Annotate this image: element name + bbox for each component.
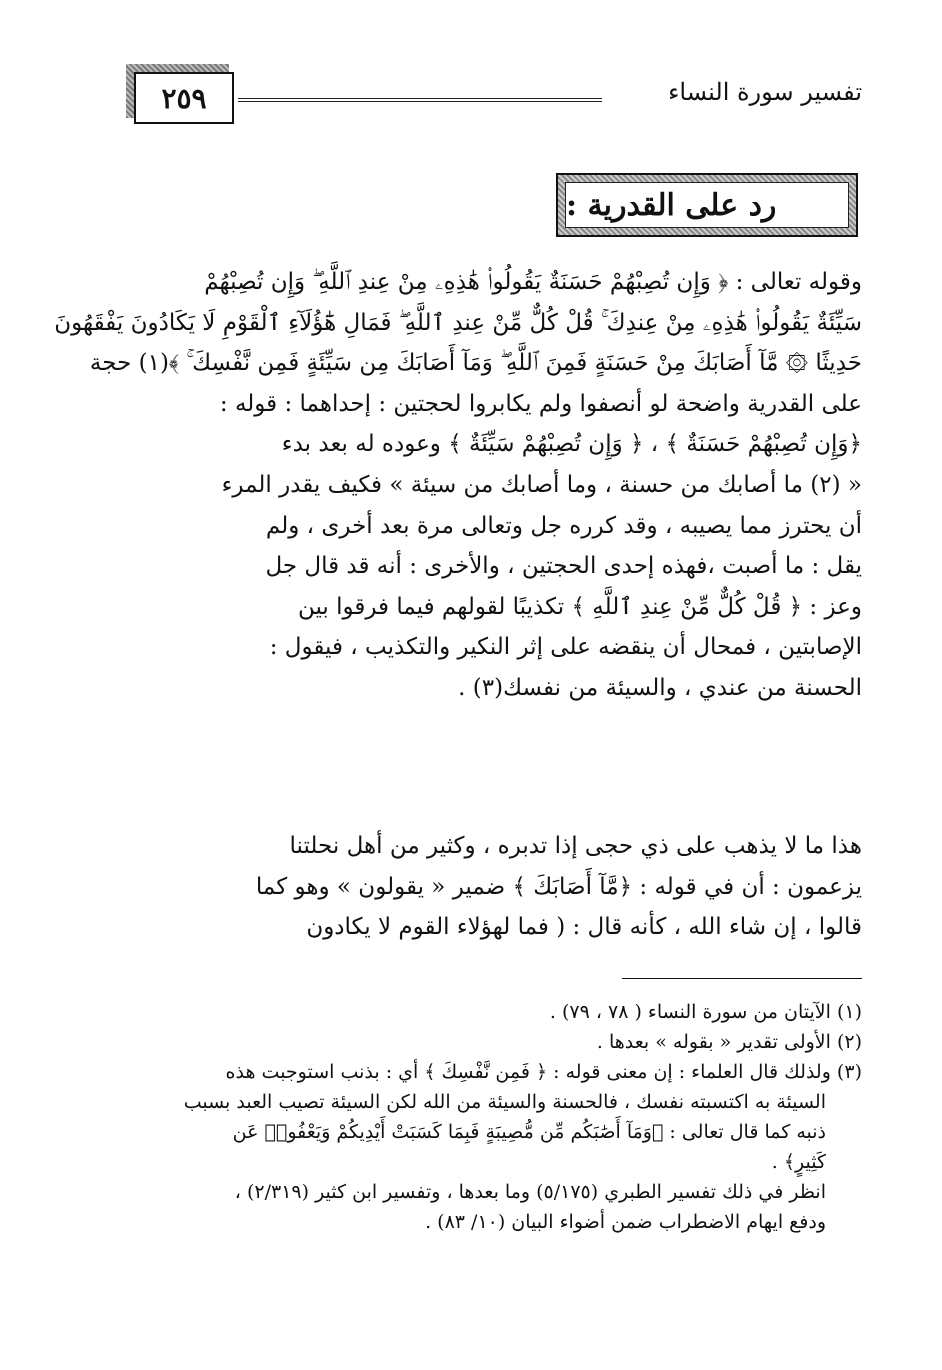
footnote-3: (٣) ولذلك قال العلماء : إن معنى قوله : ﴿ فَمِن نَّفْسِكَ ﴾ أي : بذنب استوجبت هذه — [225, 1061, 862, 1083]
footnotes — [120, 997, 862, 1237]
footnote-1: (١) الآيتان من سورة النساء ( ٧٨ ، ٧٩) . — [549, 1001, 862, 1023]
text-line: سَيِّئَةٌ يَقُولُوا۟ هَٰذِهِۦ مِنْ عِندِكَ ۚ قُلْ كُلٌّ مِّنْ عِندِ ٱللَّهِ ۖ فَمَالِ هَٰٓؤُلَآءِ ٱلْقَوْمِ لَا يَكَادُونَ يَفْقَهُونَ — [54, 309, 862, 336]
text-line: « (٢) ما أصابك من حسنة ، وما أصابك من سيئة » فكيف يقدر المرء — [221, 471, 862, 498]
text-line: وقوله تعالى : ﴿ وَإِن تُصِبْهُمْ حَسَنَةٌ يَقُولُوا۟ هَٰذِهِۦ مِنْ عِندِ ٱللَّهِ ۖ وَإِن تُصِبْهُمْ — [204, 269, 862, 295]
section-heading-frame — [556, 173, 858, 237]
footnote-3-line: كَثِيرٍ﴾ . — [771, 1151, 826, 1173]
paragraph-1 — [54, 262, 862, 709]
text-line: يقل : ما أصبت ،فهذه إحدى الحجتين ، والأخرى : أنه قد قال جل — [265, 553, 862, 580]
text-line: الحسنة من عندي ، والسيئة من نفسك(٣) . — [458, 674, 862, 701]
footnote-3-line: السيئة به اكتسبته نفسك ، فالحسنة والسيئة من الله لكن السيئة تصيب العبد بسبب — [183, 1091, 826, 1113]
header-rule — [238, 98, 602, 102]
footnote-2: (٢) الأولى تقدير « بقوله » بعدها . — [596, 1031, 862, 1053]
footnote-3-reference: انظر في ذلك تفسير الطبري (٥/١٧٥) وما بعدها ، وتفسير ابن كثير (٢/٣١٩) ، — [234, 1181, 826, 1203]
page-number: ٢٥٩ — [134, 72, 234, 124]
text-line: يزعمون : أن في قوله : ﴿مَّآ أَصَابَكَ ﴾ ضمير « يقولون » وهو كما — [255, 873, 862, 900]
text-line: أن يحترز مما يصيبه ، وقد كرره جل وتعالى مرة بعد أخرى ، ولم — [265, 512, 862, 539]
text-line: الإصابتين ، فمحال أن ينقضه على إثر النكير والتكذيب ، فيقول : — [269, 634, 862, 661]
running-header-title: تفسير سورة النساء — [668, 78, 862, 106]
paragraph-2 — [120, 826, 862, 948]
footnote-separator — [622, 978, 862, 979]
text-line: حَدِيثًا ۞ مَّآ أَصَابَكَ مِنْ حَسَنَةٍ فَمِنَ ٱللَّهِ ۖ وَمَآ أَصَابَكَ مِن سَيِّئَةٍ فَمِن نَّفْسِكَ ۚ ﴾(١) حجة — [89, 350, 862, 377]
section-heading: رد على القدرية : — [565, 182, 849, 228]
footnote-3-reference: ودفع ايهام الاضطراب ضمن أضواء البيان (١٠/ ٨٣) . — [425, 1211, 826, 1233]
text-line: على القدرية واضحة لو أنصفوا ولم يكابروا لحجتين : إحداهما : قوله : — [219, 390, 862, 417]
text-line: ﴿وَإِن تُصِبْهُمْ حَسَنَةٌ ﴾ ، ﴿ وَإِن تُصِبْهُمْ سَيِّئَةٌ ﴾ وعوده له بعد بدء — [281, 431, 862, 458]
footnote-3-line: ذنبه كما قال تعالى : ﴿وَمَآ أَصَٰبَكُم مِّن مُّصِيبَةٍ فَبِمَا كَسَبَتْ أَيْدِيكُمْ وَيَعْفُوا۟ عَن — [232, 1121, 826, 1143]
text-line: قالوا ، إن شاء الله ، كأنه قال : ( فما لهؤلاء القوم لا يكادون — [306, 914, 862, 941]
text-line: هذا ما لا يذهب على ذي حجى إذا تدبره ، وكثير من أهل نحلتنا — [289, 833, 862, 859]
text-line: وعز : ﴿ قُلْ كُلٌّ مِّنْ عِندِ ٱللَّهِ ﴾ تكذيبًا لقولهم فيما فرقوا بين — [297, 593, 862, 620]
